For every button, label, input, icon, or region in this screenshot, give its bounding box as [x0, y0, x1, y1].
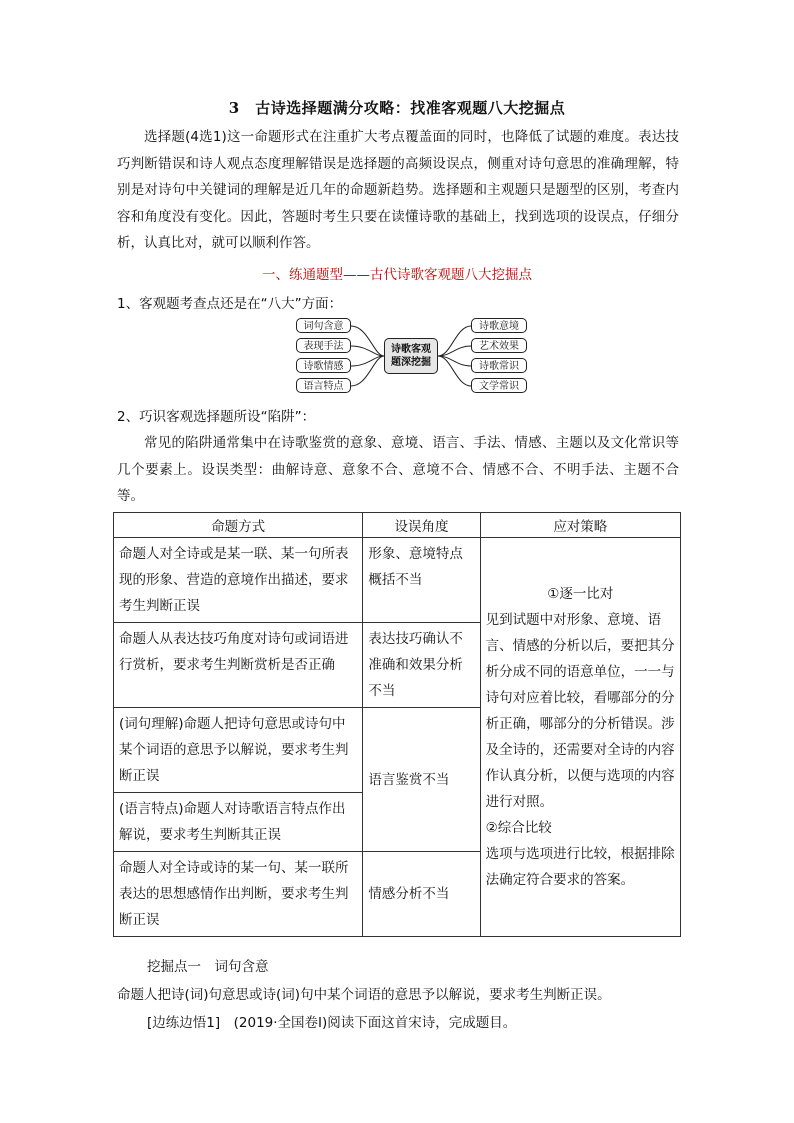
diagram-center-node [384, 338, 438, 374]
strategy-table [113, 512, 681, 937]
dig-point-1-description: 命题人把诗(词)句意思或诗(词)句中某个词语的意思予以解说，要求考生判断正误。 [117, 987, 611, 1003]
section-heading: 一、练通题型——古代诗歌客观题八大挖掘点 [262, 267, 532, 283]
connector-left-1 [351, 326, 384, 356]
table-row [114, 538, 681, 623]
header-angle: 设误角度 [363, 513, 480, 538]
strategy-heading-1: ①逐一比对 [547, 586, 614, 602]
connector-right-4 [438, 356, 471, 386]
diagram-center-line-2: 题深挖掘 [391, 357, 431, 368]
angle-cell: 表达技巧确认不准确和效果分析不当 [363, 623, 480, 708]
pitfalls-paragraph: 常见的陷阱通常集中在诗歌鉴赏的意象、意境、语言、手法、情感、主题以及文化常识等几个要素上。设误类型：曲解诗意、意象不合、意境不合、情感不合、不明手法、主题不合等。 [117, 435, 679, 504]
method-cell: 命题人从表达技巧角度对诗句或词语进行赏析，要求考生判断赏析是否正确 [114, 623, 363, 708]
angle-cell: 形象、意境特点概括不当 [363, 538, 480, 623]
angle-cell: 语言鉴赏不当 [363, 708, 480, 852]
method-cell: 命题人对全诗或诗的某一句、某一联所表达的思想感情作出判断，要求考生判断正误 [114, 852, 363, 937]
point-1-label: 1、客观题考查点还是在“八大”方面： [117, 296, 343, 312]
connector-left-3 [351, 356, 384, 366]
point-2-label: 2、巧识客观选择题所设“陷阱”： [117, 409, 316, 425]
strategy-heading-2: ②综合比较 [485, 820, 552, 836]
connector-right-1 [438, 326, 471, 356]
strategy-cell [480, 538, 680, 937]
angle-cell: 情感分析不当 [363, 852, 480, 937]
page-title: 3 古诗选择题满分攻略：找准客观题八大挖掘点 [228, 99, 566, 117]
method-cell: (词句理解)命题人把诗句意思或诗句中某个词语的意思予以解说，要求考生判断正误 [114, 708, 363, 793]
diagram-node-right-1: 诗歌意境 [471, 318, 527, 333]
table-header-row [114, 513, 681, 538]
diagram-node-left-2: 表现手法 [296, 338, 351, 353]
practice-prompt: [边练边悟1] (2019·全国卷Ⅰ)阅读下面这首宋诗，完成题目。 [147, 1015, 517, 1031]
method-cell: (语言特点)命题人对诗歌语言特点作出解说，要求考生判断其正误 [114, 793, 363, 852]
diagram-node-left-4: 语言特点 [296, 378, 351, 393]
diagram-node-right-3: 诗歌常识 [471, 358, 527, 373]
header-strategy: 应对策略 [480, 513, 680, 538]
diagram-node-left-3: 诗歌情感 [296, 358, 351, 373]
strategy-text-2: 选项与选项进行比较，根据排除法确定符合要求的答案。 [485, 846, 675, 888]
concept-diagram [296, 314, 528, 396]
strategy-text-1: 见到试题中对形象、意境、语言、情感的分析以后，要把其分析分成不同的语意单位，一一与诗句对应着比较，看哪部分的分析正确，哪部分的分析错误。涉及全诗的，还需要对全诗的内容作认真分析，以便与选项的内容进行对照。 [485, 612, 675, 810]
method-cell: 命题人对全诗或是某一联、某一句所表现的形象、营造的意境作出描述，要求考生判断正误 [114, 538, 363, 623]
diagram-node-left-1: 词句含意 [296, 318, 351, 333]
header-method: 命题方式 [114, 513, 363, 538]
diagram-center-line-1: 诗歌客观 [391, 344, 431, 355]
intro-paragraph: 选择题(4选1)这一命题形式在注重扩大考点覆盖面的同时，也降低了试题的难度。表达技巧判断错误和诗人观点态度理解错误是选择题的高频设误点，侧重对诗句意思的准确理解，特别是对诗句中关键词的理解是近几年的命题新趋势。选择题和主观题只是题型的区别，考查内容和角度没有变化。因此，答题时考生只要在读懂诗歌的基础上，找到选项的设误点，仔细分析，认真比对，就可以顺利作答。 [117, 129, 679, 251]
connector-left-4 [351, 356, 384, 386]
diagram-node-right-4: 文学常识 [471, 378, 527, 393]
diagram-node-right-2: 艺术效果 [471, 338, 527, 353]
dig-point-1-heading: 挖掘点一 词句含意 [147, 959, 269, 975]
connector-left-2 [351, 346, 384, 356]
